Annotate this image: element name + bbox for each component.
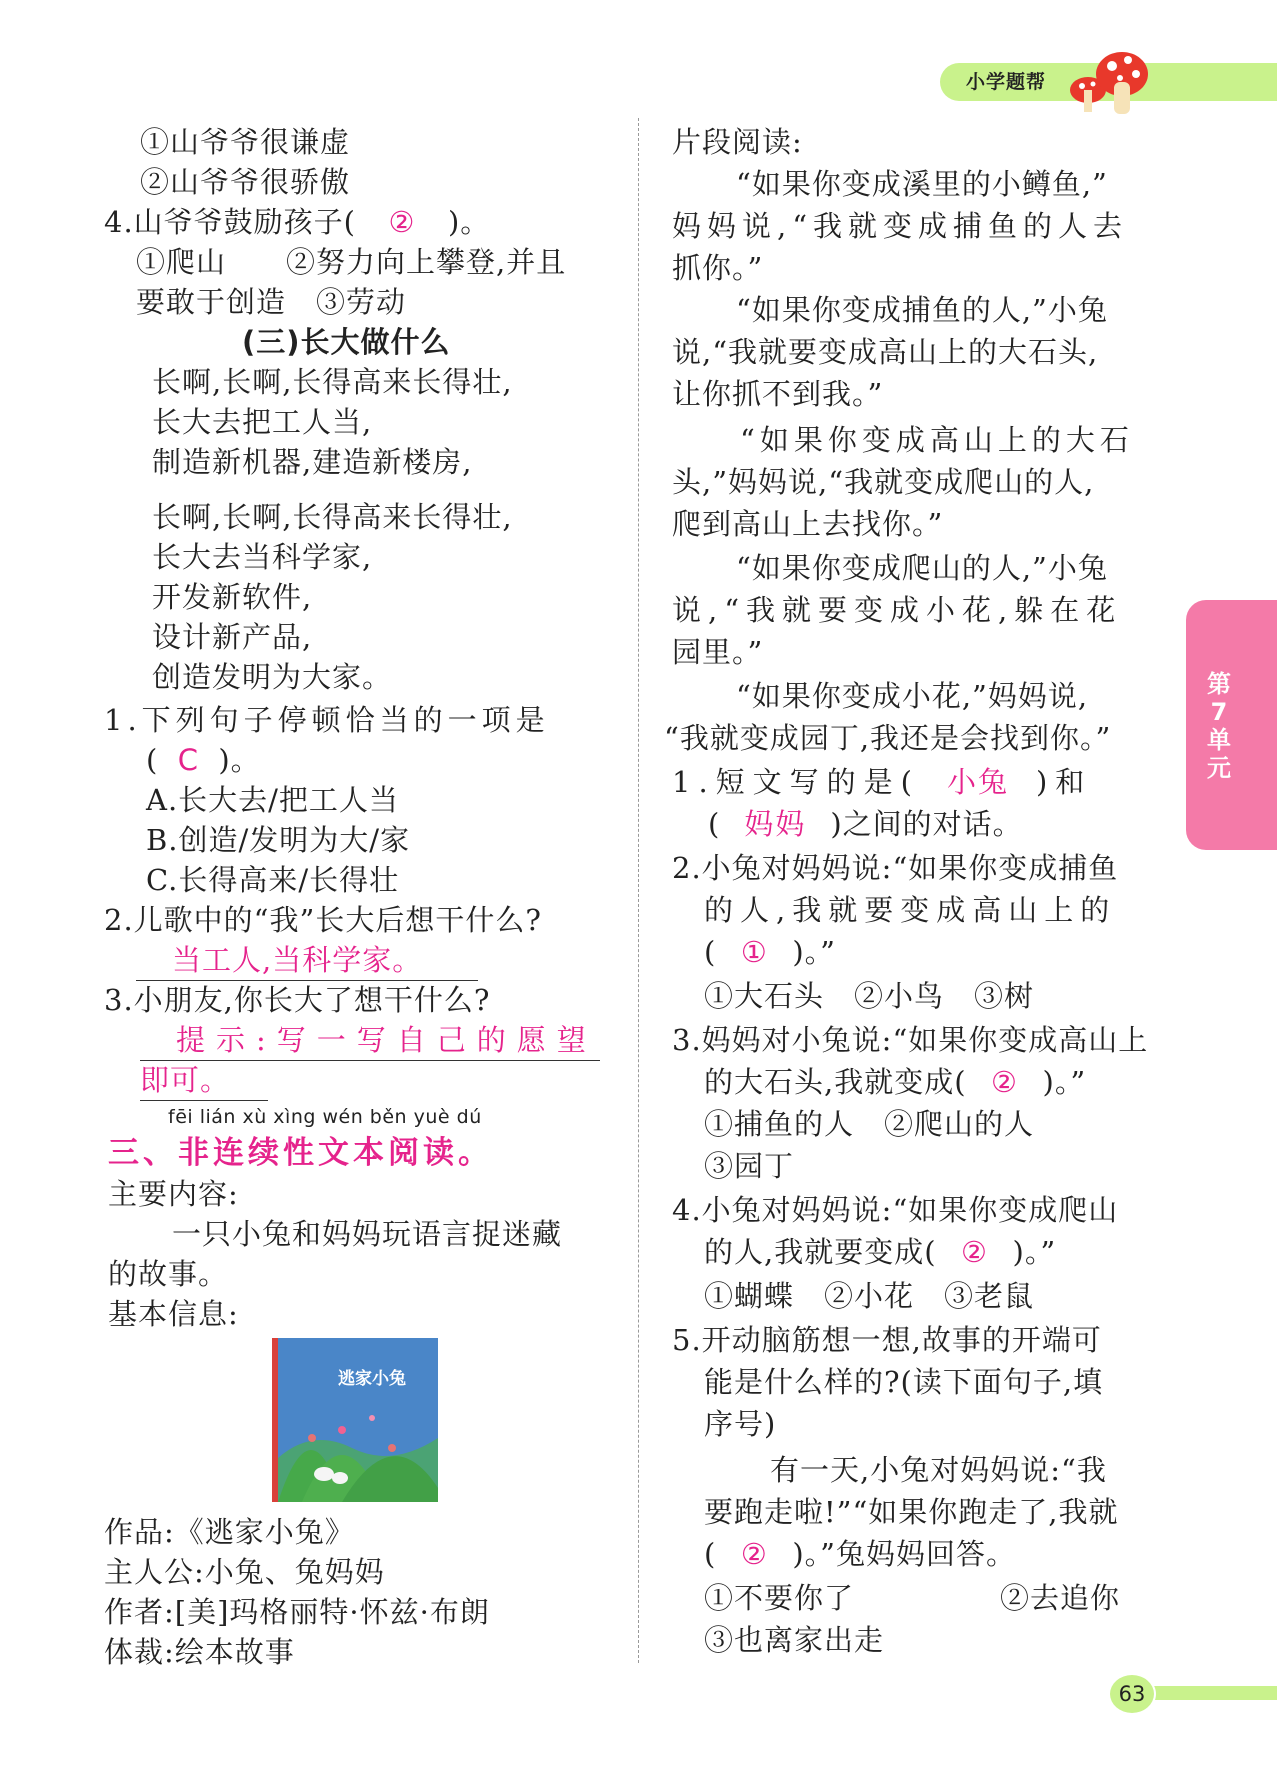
r-question-5-passage: 要跑走啦!”“如果你跑走了,我就: [704, 1495, 1119, 1529]
r-question-2-options: ①大石头 ②小鸟 ③树: [704, 979, 1035, 1013]
option-c: C.长得高来/长得壮: [146, 863, 400, 897]
options-line: ①爬山 ②努力向上攀登,并且: [136, 245, 567, 279]
question-2: 2.儿歌中的“我”长大后想干什么?: [104, 903, 542, 937]
unit-tab-label: 第 7 单 元: [1207, 670, 1231, 782]
passage-line: 妈妈说,“我就变成捕鱼的人去: [672, 209, 1129, 243]
poem-line: 长大去把工人当,: [152, 405, 373, 439]
option-a: A.长大去/把工人当: [146, 783, 399, 817]
r-question-5-passage: ( ② )。”兔妈妈回答。: [704, 1534, 1016, 1574]
r-question-5: 序号): [704, 1407, 777, 1441]
info-work: 作品:《逃家小兔》: [104, 1515, 355, 1549]
question-2-answer: 当工人,当科学家。: [136, 940, 478, 981]
book-cover-title: 逃家小兔: [338, 1369, 406, 1389]
r-question-3-options: ③园丁: [704, 1149, 795, 1183]
options-line: 要敢于创造 ③劳动: [136, 285, 407, 319]
passage-line: “如果你变成溪里的小鳟鱼,”: [736, 167, 1108, 201]
r-question-4: 的人,我就要变成( ② )。”: [704, 1232, 1056, 1272]
info-characters: 主人公:小兔、兔妈妈: [104, 1555, 385, 1589]
r-question-3: 的大石头,我就变成( ② )。”: [704, 1062, 1086, 1102]
r-question-3-options: ①捕鱼的人 ②爬山的人: [704, 1107, 1035, 1141]
answer: ②: [991, 1065, 1019, 1099]
poem-line: 创造发明为大家。: [152, 660, 393, 694]
r-question-5: 5.开动脑筋想一想,故事的开端可: [672, 1323, 1102, 1357]
r-question-1-cont: ( 妈妈 )之间的对话。: [708, 804, 1023, 844]
main-content-text: 的故事。: [108, 1257, 229, 1291]
r-question-2: 的人,我就要变成高山上的: [704, 893, 1117, 927]
r-question-2: ( ① )。”: [704, 932, 836, 972]
passage-line: “如果你变成小花,”妈妈说,: [736, 679, 1089, 713]
r-question-4: 4.小兔对妈妈说:“如果你变成爬山: [672, 1193, 1119, 1227]
option-text: ①山爷爷很谦虚: [140, 125, 351, 159]
question-3-answer-1: 提示:写一写自己的愿望: [140, 1020, 600, 1061]
passage-line: 说,“我就要变成小花,躲在花: [672, 593, 1123, 627]
r-question-3: 3.妈妈对小兔说:“如果你变成高山上: [672, 1023, 1149, 1057]
option-b: B.创造/发明为大/家: [146, 823, 411, 857]
answer: C: [177, 743, 199, 777]
question-1-answer-line: ( C )。: [146, 740, 261, 780]
passage-line: 头,”妈妈说,“我就变成爬山的人,: [672, 465, 1095, 499]
answer: ②: [740, 1537, 768, 1571]
answer: 小兔: [946, 765, 1009, 799]
passage-label: 片段阅读:: [672, 125, 803, 159]
question-3-answer-2: 即可。: [140, 1060, 268, 1101]
answer: ②: [388, 205, 416, 239]
main-content-label: 主要内容:: [108, 1177, 239, 1211]
r-question-5-option-3: ③也离家出走: [704, 1623, 885, 1657]
basic-info-label: 基本信息:: [108, 1297, 239, 1331]
poem-line: 长大去当科学家,: [152, 540, 373, 574]
passage-line: “如果你变成爬山的人,”小兔: [736, 551, 1108, 585]
mushroom-icon: [1060, 44, 1150, 116]
r-question-5-passage: 有一天,小兔对妈妈说:“我: [770, 1453, 1107, 1487]
passage-line: “我就变成园丁,我还是会找到你。”: [664, 721, 1112, 755]
book-cover-image: [272, 1338, 438, 1502]
option-text: ②山爷爷很骄傲: [140, 165, 351, 199]
passage-line: 园里。”: [672, 635, 764, 669]
section-3-title: 三、非连续性文本阅读。: [108, 1135, 493, 1171]
passage-line: “如果你变成捕鱼的人,”小兔: [736, 293, 1108, 327]
question-4: 4.山爷爷鼓励孩子( ② )。: [104, 202, 490, 242]
page-number: 63: [1108, 1673, 1156, 1715]
passage-line: 抓你。”: [672, 251, 764, 285]
passage-line: “如果你变成高山上的大石: [740, 423, 1134, 457]
r-question-5: 能是什么样的?(读下面句子,填: [704, 1365, 1104, 1399]
answer: 妈妈: [744, 807, 807, 841]
passage-line: 爬到高山上去找你。”: [672, 507, 944, 541]
info-genre: 体裁:绘本故事: [104, 1635, 295, 1669]
passage-line: 让你抓不到我。”: [672, 377, 884, 411]
question-1: 1.下列句子停顿恰当的一项是: [104, 703, 550, 737]
poem-title: (三)长大做什么: [242, 325, 451, 359]
r-question-5-option-2: ②去追你: [1000, 1581, 1121, 1615]
info-author: 作者:[美]玛格丽特·怀兹·布朗: [104, 1595, 490, 1629]
header-title: 小学题帮: [966, 71, 1047, 93]
poem-line: 设计新产品,: [152, 620, 313, 654]
poem-line: 开发新软件,: [152, 580, 313, 614]
pinyin-annotation: fēi lián xù xìng wén běn yuè dú: [168, 1106, 482, 1128]
question-3: 3.小朋友,你长大了想干什么?: [104, 983, 491, 1017]
answer: ②: [961, 1235, 989, 1269]
passage-line: 说,“我就要变成高山上的大石头,: [672, 335, 1099, 369]
r-question-4-options: ①蝴蝶 ②小花 ③老鼠: [704, 1279, 1035, 1313]
poem-line: 制造新机器,建造新楼房,: [152, 445, 473, 479]
poem-line: 长啊,长啊,长得高来长得壮,: [152, 500, 513, 534]
r-question-1: 1.短文写的是( 小兔 )和: [672, 762, 1092, 802]
r-question-2: 2.小兔对妈妈说:“如果你变成捕鱼: [672, 851, 1119, 885]
r-question-5-option-1: ①不要你了: [704, 1581, 855, 1615]
main-content-text: 一只小兔和妈妈玩语言捉迷藏: [172, 1217, 563, 1251]
poem-line: 长啊,长啊,长得高来长得壮,: [152, 365, 513, 399]
answer: ①: [740, 935, 768, 969]
column-divider: [638, 118, 639, 1663]
